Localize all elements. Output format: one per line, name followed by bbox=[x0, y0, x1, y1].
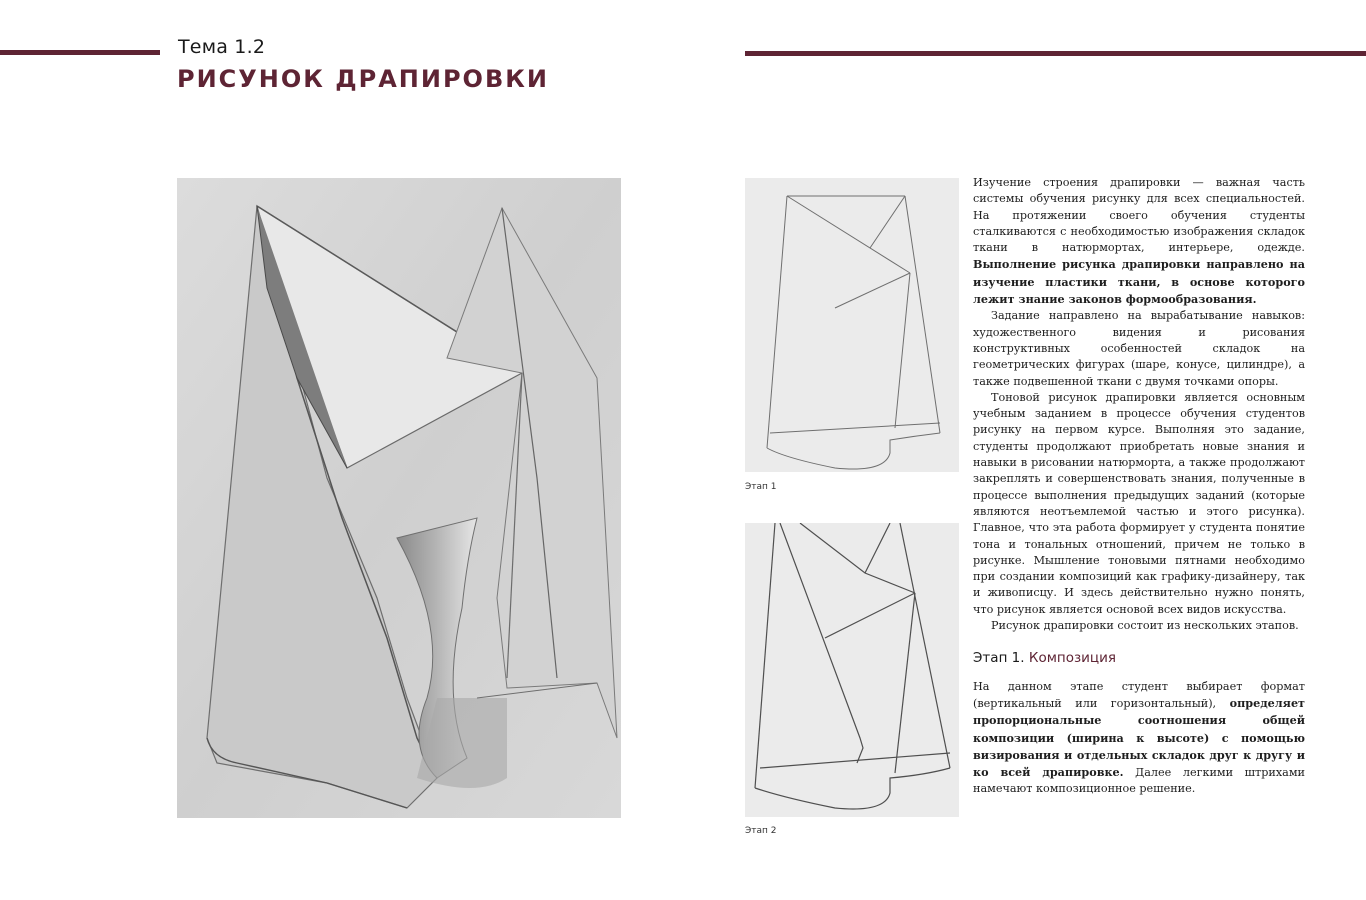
paragraph-2: Задание направлено на вырабатывание навыков: художественного видения и рисования конструктивных особенностей складок на геометрических фигурах (шаре, конусе, цилиндре), а также подвешенной ткани с двумя точками опоры. bbox=[973, 309, 1305, 388]
paragraph-5-regular-start: На данном этапе студент выбирает формат (вертикальный или горизонтальный), bbox=[973, 679, 1305, 710]
stage-1-heading bbox=[973, 650, 1305, 666]
body-text-column bbox=[973, 175, 1305, 798]
stage-2-caption: Этап 2 bbox=[745, 826, 777, 836]
paragraph-1 bbox=[973, 175, 1305, 308]
main-drapery-illustration bbox=[177, 178, 621, 818]
stage-1-sketch-illustration bbox=[745, 178, 959, 472]
header-accent-rule-right bbox=[745, 51, 1366, 56]
paragraph-5-regular-end: Далее легкими штрихами намечают композиционное решение. bbox=[973, 766, 1306, 796]
stage-heading-name: Композиция bbox=[1028, 650, 1117, 667]
topic-label: Тема 1.2 bbox=[178, 36, 266, 58]
paragraph-1-bold: Выполнение рисунка драпировки направлено на изучение пластики ткани, в основе которого лежит знание законов формообразования. bbox=[973, 257, 1305, 307]
main-drapery-drawing bbox=[177, 178, 621, 818]
stage-2-sketch bbox=[745, 523, 959, 817]
stage-2-sketch-illustration bbox=[745, 523, 959, 817]
page-title: РИСУНОК ДРАПИРОВКИ bbox=[177, 65, 549, 93]
header-accent-rule-left bbox=[0, 50, 160, 55]
paragraph-4: Рисунок драпировки состоит из нескольких этапов. bbox=[991, 619, 1299, 633]
paragraph-5 bbox=[973, 679, 1305, 798]
paragraph-5-bold: определяет пропорциональные соотношения общей композиции (ширина к высоте) с помощью визирования и отдельных складок друг к другу и ко всей драпировке. bbox=[973, 695, 1305, 780]
stage-1-sketch bbox=[745, 178, 959, 472]
stage-1-caption: Этап 1 bbox=[745, 482, 777, 492]
paragraph-3: Тоновой рисунок драпировки является основным учебным заданием в процессе обучения студентов рисунку на первом курсе. Выполняя это задание, студенты продолжают приобретать новые знания и навыки в рисовании натюрморта, а также продолжают закреплять и совершенствовать знания, полученные в процессе выполнения предыдущих заданий (которые являются неотъемлемой частью и этого рисунка). Главное, что эта работа формирует у студента понятие тона и тональных отношений, причем не только в рисунке. Мышление тоновыми пятнами необходимо при создании композиций как графику-дизайнеру, так и живописцу. И здесь действительно нужно понять, что рисунок является основой всех видов искусства. bbox=[973, 390, 1305, 616]
paragraph-1-regular: Изучение строения драпировки — важная часть системы обучения рисунку для всех специальностей. На протяжении своего обучения студенты сталкиваются с необходимостью изображения складок ткани в натюрмортах, интерьере, одежде. bbox=[973, 176, 1305, 255]
stage-heading-prefix: Этап 1. bbox=[973, 650, 1029, 667]
